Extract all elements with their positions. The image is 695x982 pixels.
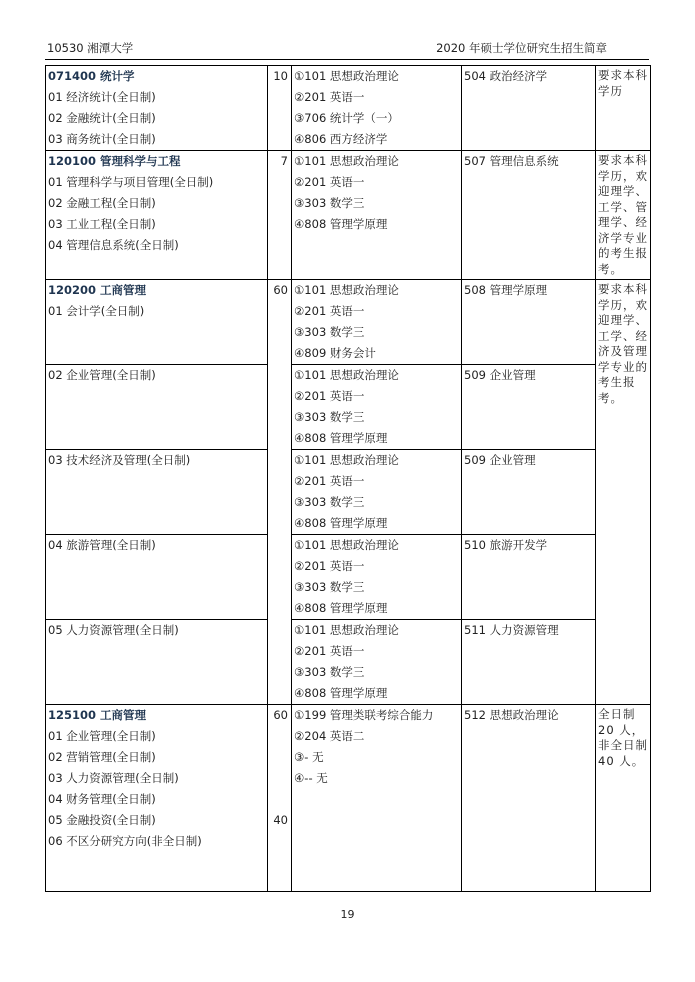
exam-subjects-cell xyxy=(292,151,462,280)
direction-cell xyxy=(46,450,268,535)
quota-value: 60 xyxy=(273,708,288,722)
exam-subject: ②201 英语一 xyxy=(294,474,365,488)
exam-subject: ④806 西方经济学 xyxy=(294,132,388,146)
direction-cell xyxy=(46,151,268,280)
direction-item: 01 经济统计(全日制) xyxy=(48,90,156,104)
quota-value-part-time: 40 xyxy=(273,813,288,827)
exam-subjects-cell xyxy=(292,365,462,450)
exam-subject: ③706 统计学（一） xyxy=(294,111,399,125)
exam-subject: ④808 管理学原理 xyxy=(294,431,388,445)
exam-subject: ①101 思想政治理论 xyxy=(294,69,399,83)
exam-subject: ③303 数学三 xyxy=(294,410,365,424)
direction-item: 02 营销管理(全日制) xyxy=(48,750,156,764)
major-title: 120200 工商管理 xyxy=(48,283,147,297)
direction-cell xyxy=(46,705,268,892)
exam-subject: ②201 英语一 xyxy=(294,559,365,573)
direction-item: 04 旅游管理(全日制) xyxy=(48,538,156,552)
exam-subject: ④808 管理学原理 xyxy=(294,601,388,615)
direction-cell xyxy=(46,66,268,151)
header-university: 10530 湘潭大学 xyxy=(47,41,134,55)
exam-subjects-cell xyxy=(292,450,462,535)
exam-subject: ③303 数学三 xyxy=(294,665,365,679)
table-row xyxy=(46,450,651,535)
direction-item: 01 会计学(全日制) xyxy=(48,304,145,318)
exam-subjects-cell xyxy=(292,705,462,892)
page-header xyxy=(45,38,649,60)
quota-cell xyxy=(268,705,292,892)
direction-item: 03 技术经济及管理(全日制) xyxy=(48,453,191,467)
retest-subject-cell: 507 管理信息系统 xyxy=(462,151,596,280)
remark-cell: 要求本科学历，欢迎理学、工学、经济及管理学专业的考生报考。 xyxy=(596,280,651,705)
exam-subject: ②201 英语一 xyxy=(294,389,365,403)
direction-item: 03 人力资源管理(全日制) xyxy=(48,771,179,785)
direction-cell xyxy=(46,535,268,620)
remark-cell: 要求本科学历，欢迎理学、工学、管理学、经济学专业的考生报考。 xyxy=(596,151,651,280)
quota-cell xyxy=(268,66,292,151)
table-row xyxy=(46,280,651,365)
exam-subject: ①199 管理类联考综合能力 xyxy=(294,708,434,722)
exam-subject: ④808 管理学原理 xyxy=(294,686,388,700)
exam-subject: ③- 无 xyxy=(294,750,324,764)
header-title: 2020 年硕士学位研究生招生简章 xyxy=(436,41,607,55)
exam-subject: ②201 英语一 xyxy=(294,644,365,658)
direction-item: 02 金融统计(全日制) xyxy=(48,111,156,125)
retest-subject-cell: 509 企业管理 xyxy=(462,365,596,450)
direction-cell xyxy=(46,365,268,450)
exam-subject: ①101 思想政治理论 xyxy=(294,154,399,168)
exam-subject: ④-- 无 xyxy=(294,771,328,785)
retest-subject-cell: 511 人力资源管理 xyxy=(462,620,596,705)
quota-spacer xyxy=(270,726,288,810)
direction-item: 03 工业工程(全日制) xyxy=(48,217,156,231)
direction-item: 03 商务统计(全日制) xyxy=(48,132,156,146)
retest-subject-cell: 508 管理学原理 xyxy=(462,280,596,365)
remark-cell: 全日制20 人，非全日制40 人。 xyxy=(596,705,651,892)
exam-subject: ①101 思想政治理论 xyxy=(294,283,399,297)
exam-subject: ①101 思想政治理论 xyxy=(294,623,399,637)
exam-subject: ③303 数学三 xyxy=(294,495,365,509)
direction-item: 04 财务管理(全日制) xyxy=(48,792,156,806)
table-row xyxy=(46,66,651,151)
table-row xyxy=(46,620,651,705)
retest-subject-cell: 510 旅游开发学 xyxy=(462,535,596,620)
table-row xyxy=(46,535,651,620)
remark-cell: 要求本科学历 xyxy=(596,66,651,151)
table-row xyxy=(46,151,651,280)
major-title: 125100 工商管理 xyxy=(48,708,147,722)
exam-subject: ②204 英语二 xyxy=(294,729,365,743)
major-title: 120100 管理科学与工程 xyxy=(48,154,181,168)
exam-subject: ③303 数学三 xyxy=(294,196,365,210)
exam-subject: ②201 英语一 xyxy=(294,175,365,189)
retest-subject-cell: 509 企业管理 xyxy=(462,450,596,535)
exam-subject: ①101 思想政治理论 xyxy=(294,368,399,382)
admissions-table xyxy=(45,65,651,892)
direction-item: 05 金融投资(全日制) xyxy=(48,813,156,827)
direction-item: 02 金融工程(全日制) xyxy=(48,196,156,210)
direction-cell xyxy=(46,620,268,705)
exam-subjects-cell xyxy=(292,66,462,151)
direction-cell xyxy=(46,280,268,365)
table-row xyxy=(46,705,651,892)
direction-item: 02 企业管理(全日制) xyxy=(48,368,156,382)
retest-subject-cell: 512 思想政治理论 xyxy=(462,705,596,892)
exam-subjects-cell xyxy=(292,280,462,365)
exam-subject: ③303 数学三 xyxy=(294,325,365,339)
quota-value: 7 xyxy=(280,154,288,168)
exam-subject: ④808 管理学原理 xyxy=(294,217,388,231)
direction-item: 04 管理信息系统(全日制) xyxy=(48,238,179,252)
quota-cell xyxy=(268,151,292,280)
table-row xyxy=(46,365,651,450)
page-number: 19 xyxy=(340,908,355,921)
direction-item: 01 管理科学与项目管理(全日制) xyxy=(48,175,214,189)
exam-subjects-cell xyxy=(292,535,462,620)
exam-subject: ③303 数学三 xyxy=(294,580,365,594)
direction-item: 01 企业管理(全日制) xyxy=(48,729,156,743)
quota-cell xyxy=(268,280,292,705)
exam-subject: ②201 英语一 xyxy=(294,304,365,318)
direction-item: 05 人力资源管理(全日制) xyxy=(48,623,179,637)
exam-subjects-cell xyxy=(292,620,462,705)
quota-value: 60 xyxy=(273,283,288,297)
exam-subject: ④808 管理学原理 xyxy=(294,516,388,530)
exam-subject: ①101 思想政治理论 xyxy=(294,453,399,467)
exam-subject: ②201 英语一 xyxy=(294,90,365,104)
exam-subject: ④809 财务会计 xyxy=(294,346,376,360)
exam-subject: ①101 思想政治理论 xyxy=(294,538,399,552)
direction-item: 06 不区分研究方向(非全日制) xyxy=(48,834,202,848)
quota-value: 10 xyxy=(273,69,288,83)
major-title: 071400 统计学 xyxy=(48,69,135,83)
retest-subject-cell: 504 政治经济学 xyxy=(462,66,596,151)
